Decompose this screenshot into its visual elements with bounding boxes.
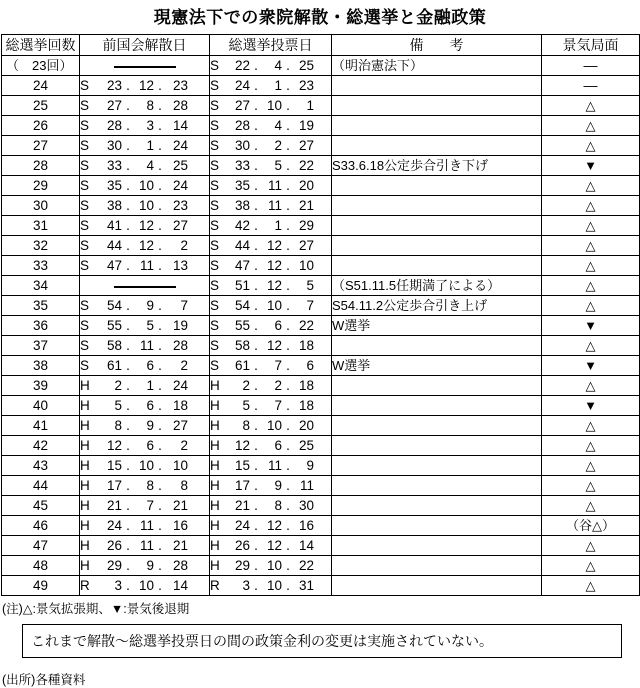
cell-vote-date: S 54 . 10 . 7 [210,296,332,316]
cell-dissolution-date: S 44 . 12 . 2 [80,236,210,256]
cell-business-phase [542,416,640,436]
cell-dissolution-date: S 55 . 5 . 19 [80,316,210,336]
cell-remarks [332,216,542,236]
cell-election-count: 44 [2,476,80,496]
down-triangle-icon: ▼ [584,158,597,174]
em-dash-rule [114,286,176,288]
cell-election-count: 47 [2,536,80,556]
table-row [2,476,640,496]
table-header-row [2,35,640,56]
cell-remarks [332,416,542,436]
cell-vote-date: S 61 . 7 . 6 [210,356,332,376]
cell-vote-date: H 5 . 7 . 18 [210,396,332,416]
table-note: (注)△:景気拡張期、▼:景気後退期 [2,602,190,617]
cell-election-count: 33 [2,256,80,276]
cell-vote-date: S 55 . 6 . 22 [210,316,332,336]
cell-remarks [332,96,542,116]
up-triangle-icon: △ [585,558,596,574]
up-triangle-icon: △ [585,378,596,394]
cell-business-phase [542,276,640,296]
cell-election-count: 43 [2,456,80,476]
up-triangle-icon: △ [585,238,596,254]
down-triangle-icon: ▼ [584,358,597,374]
up-triangle-icon: △ [585,138,596,154]
cell-vote-date: H 8 . 10 . 20 [210,416,332,436]
cell-remarks [332,516,542,536]
cell-election-count: 42 [2,436,80,456]
cell-business-phase [542,476,640,496]
cell-dissolution-date: H 2 . 1 . 24 [80,376,210,396]
cell-business-phase [542,56,640,76]
cell-business-phase [542,196,640,216]
cell-remarks [332,476,542,496]
cell-dissolution-date: H 21 . 7 . 21 [80,496,210,516]
cell-election-count: 30 [2,196,80,216]
cell-remarks [332,536,542,556]
cell-dissolution-date [80,56,210,76]
cell-election-count: 28 [2,156,80,176]
cell-dissolution-date: S 41 . 12 . 27 [80,216,210,236]
up-triangle-icon: △ [585,498,596,514]
cell-remarks: W選挙 [332,356,542,376]
cell-business-phase [542,116,640,136]
cell-vote-date: S 38 . 11 . 21 [210,196,332,216]
page-title: 現憲法下での衆院解散・総選挙と金融政策 [153,8,487,27]
column-header-vote-date: 総選挙投票日 [210,35,332,56]
down-triangle-icon: ▼ [584,318,597,334]
cell-election-count: 40 [2,396,80,416]
up-triangle-icon: △ [585,338,596,354]
up-triangle-icon: △ [585,258,596,274]
cell-dissolution-date: S 58 . 11 . 28 [80,336,210,356]
cell-business-phase [542,156,640,176]
table-row [2,116,640,136]
cell-remarks: （S51.11.5任期満了による） [332,276,542,296]
cell-vote-date: H 26 . 12 . 14 [210,536,332,556]
cell-dissolution-date: R 3 . 10 . 14 [80,576,210,596]
cell-vote-date: H 29 . 10 . 22 [210,556,332,576]
cell-remarks: W選挙 [332,316,542,336]
up-triangle-icon: △ [585,478,596,494]
table-row [2,456,640,476]
table-body [2,56,640,596]
cell-dissolution-date: S 61 . 6 . 2 [80,356,210,376]
table-row [2,176,640,196]
cell-remarks [332,556,542,576]
cell-election-count: 49 [2,576,80,596]
up-triangle-icon: △ [585,418,596,434]
cell-remarks [332,256,542,276]
source-note: (出所)各種資料 [2,673,86,688]
cell-dissolution-date: S 27 . 8 . 28 [80,96,210,116]
cell-vote-date: S 35 . 11 . 20 [210,176,332,196]
cell-remarks: S33.6.18公定歩合引き下げ [332,156,542,176]
cell-business-phase [542,216,640,236]
cell-business-phase [542,316,640,336]
cell-election-count: 31 [2,216,80,236]
cell-election-count: 41 [2,416,80,436]
cell-remarks [332,136,542,156]
table-row [2,316,640,336]
table-row [2,216,640,236]
cell-business-phase [542,516,640,536]
cell-vote-date: H 17 . 9 . 11 [210,476,332,496]
table-row [2,536,640,556]
up-triangle-icon: △ [585,578,596,594]
cell-dissolution-date: S 38 . 10 . 23 [80,196,210,216]
cell-dissolution-date: H 8 . 9 . 27 [80,416,210,436]
cell-election-count: 37 [2,336,80,356]
up-triangle-icon: △ [585,118,596,134]
cell-business-phase [542,396,640,416]
cell-business-phase [542,496,640,516]
up-triangle-icon: △ [585,178,596,194]
column-header-remarks: 備 考 [332,35,542,56]
down-triangle-icon: ▼ [584,398,597,414]
column-header-business-phase: 景気局面 [542,35,640,56]
cell-remarks [332,496,542,516]
up-triangle-icon: △ [585,98,596,114]
cell-vote-date: S 30 . 2 . 27 [210,136,332,156]
cell-dissolution-date: S 28 . 3 . 14 [80,116,210,136]
cell-vote-date: S 27 . 10 . 1 [210,96,332,116]
cell-vote-date: S 47 . 12 . 10 [210,256,332,276]
cell-business-phase [542,76,640,96]
table-row [2,56,640,76]
cell-election-count: 39 [2,376,80,396]
cell-business-phase [542,136,640,156]
cell-vote-date: H 15 . 11 . 9 [210,456,332,476]
cell-business-phase [542,296,640,316]
cell-remarks [332,336,542,356]
cell-dissolution-date: H 12 . 6 . 2 [80,436,210,456]
up-triangle-icon: △ [585,538,596,554]
cell-vote-date: H 24 . 12 . 16 [210,516,332,536]
cell-business-phase [542,556,640,576]
cell-vote-date: R 3 . 10 . 31 [210,576,332,596]
cell-vote-date: S 33 . 5 . 22 [210,156,332,176]
cell-vote-date: H 2 . 2 . 18 [210,376,332,396]
cell-business-phase [542,356,640,376]
cell-business-phase [542,456,640,476]
cell-remarks [332,196,542,216]
column-header-dissolution-date: 前国会解散日 [80,35,210,56]
cell-remarks: S54.11.2公定歩合引き上げ [332,296,542,316]
cell-vote-date: S 22 . 4 . 25 [210,56,332,76]
cell-vote-date: H 12 . 6 . 25 [210,436,332,456]
cell-election-count: 34 [2,276,80,296]
cell-election-count: 26 [2,116,80,136]
cell-election-count: 36 [2,316,80,336]
cell-election-count: 27 [2,136,80,156]
cell-election-count: 46 [2,516,80,536]
cell-election-count: 32 [2,236,80,256]
cell-business-phase [542,336,640,356]
table-row [2,276,640,296]
cell-dissolution-date: H 29 . 9 . 28 [80,556,210,576]
table-row [2,296,640,316]
cell-dissolution-date: H 17 . 8 . 8 [80,476,210,496]
up-triangle-icon: △ [585,458,596,474]
cell-election-count: （ 23回） [2,56,80,76]
cell-remarks [332,376,542,396]
table-row [2,396,640,416]
cell-election-count: 29 [2,176,80,196]
cell-dissolution-date [80,276,210,296]
up-triangle-icon: △ [585,198,596,214]
cell-vote-date: S 58 . 12 . 18 [210,336,332,356]
cell-election-count: 48 [2,556,80,576]
table-row [2,356,640,376]
cell-vote-date: S 24 . 1 . 23 [210,76,332,96]
table-row [2,556,640,576]
cell-vote-date: S 51 . 12 . 5 [210,276,332,296]
table-row [2,436,640,456]
table-row [2,156,640,176]
up-triangle-icon: △ [585,278,596,294]
cell-dissolution-date: H 26 . 11 . 21 [80,536,210,556]
cell-dissolution-date: H 15 . 10 . 10 [80,456,210,476]
cell-vote-date: S 44 . 12 . 27 [210,236,332,256]
callout-box: これまで解散～総選挙投票日の間の政策金利の変更は実施されていない。 [22,624,622,658]
table-row [2,136,640,156]
cell-business-phase [542,376,640,396]
table-row [2,516,640,536]
cell-remarks [332,76,542,96]
cell-election-count: 24 [2,76,80,96]
cell-remarks [332,236,542,256]
cell-remarks: （明治憲法下） [332,56,542,76]
table-row [2,416,640,436]
cell-vote-date: H 21 . 8 . 30 [210,496,332,516]
table-row [2,236,640,256]
up-triangle-icon: △ [585,438,596,454]
dash-icon: — [583,57,598,74]
cell-election-count: 45 [2,496,80,516]
cell-remarks [332,396,542,416]
column-header-election-count: 総選挙回数 [2,35,80,56]
table-row [2,76,640,96]
cell-dissolution-date: S 30 . 1 . 24 [80,136,210,156]
cell-business-phase [542,176,640,196]
up-triangle-icon: △ [585,218,596,234]
cell-vote-date: S 42 . 1 . 29 [210,216,332,236]
cell-business-phase [542,536,640,556]
cell-dissolution-date: S 23 . 12 . 23 [80,76,210,96]
cell-remarks [332,576,542,596]
cell-business-phase [542,96,640,116]
cell-election-count: 25 [2,96,80,116]
cell-dissolution-date: H 24 . 11 . 16 [80,516,210,536]
cell-dissolution-date: S 54 . 9 . 7 [80,296,210,316]
cell-business-phase [542,436,640,456]
cell-dissolution-date: S 35 . 10 . 24 [80,176,210,196]
cell-remarks [332,116,542,136]
em-dash-rule [114,66,176,68]
cell-business-phase [542,256,640,276]
table-row [2,376,640,396]
cell-dissolution-date: S 47 . 11 . 13 [80,256,210,276]
cell-vote-date: S 28 . 4 . 19 [210,116,332,136]
cell-dissolution-date: S 33 . 4 . 25 [80,156,210,176]
cell-remarks [332,436,542,456]
election-dissolution-table [1,34,640,596]
cell-business-phase [542,236,640,256]
table-row [2,96,640,116]
table-row [2,576,640,596]
dash-icon: — [583,77,598,94]
table-row [2,196,640,216]
table-row [2,496,640,516]
cell-remarks [332,456,542,476]
cell-dissolution-date: H 5 . 6 . 18 [80,396,210,416]
cell-election-count: 35 [2,296,80,316]
table-row [2,256,640,276]
table-row [2,336,640,356]
cell-remarks [332,176,542,196]
cell-election-count: 38 [2,356,80,376]
up-triangle-icon: （谷△） [566,518,615,534]
cell-business-phase [542,576,640,596]
up-triangle-icon: △ [585,298,596,314]
